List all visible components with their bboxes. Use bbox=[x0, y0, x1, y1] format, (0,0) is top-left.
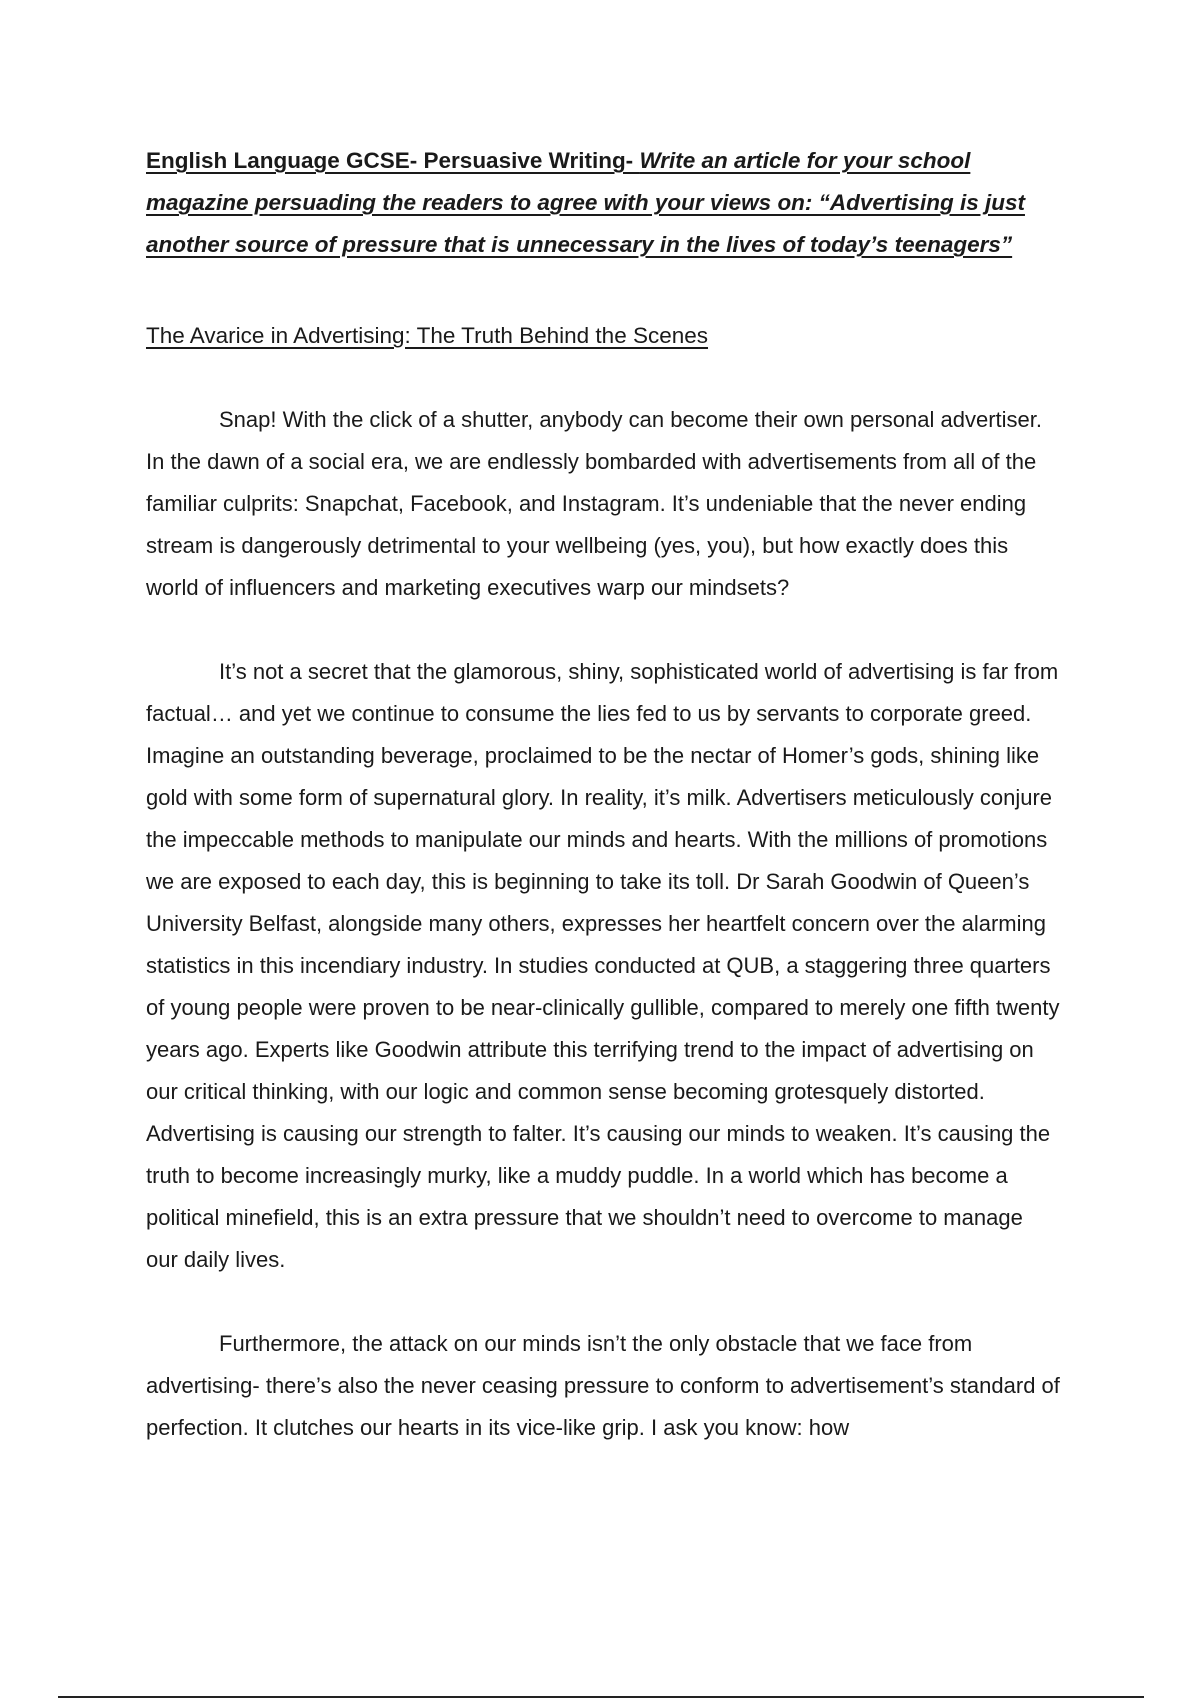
article-paragraph-1: Snap! With the click of a shutter, anybody can become their own personal advertiser. In the dawn of a social era, we are endlessly bombarded with advertisements from all of the familiar culprits: Snapchat, Facebook, and Instagram. It’s undeniable that the never ending stream is dangerously detrimental to your wellbeing (yes, you), but how exactly does this world of influencers and marketing executives warp our mindsets? bbox=[146, 407, 1043, 600]
assignment-lead: English Language GCSE- Persuasive Writing- bbox=[146, 148, 640, 173]
assignment-heading bbox=[146, 140, 1060, 266]
assignment-prompt: Write an article for your school magazine persuading the readers to agree with your views on: “Advertising is just another source of pressure that is unnecessary in the lives of today’s teenagers” bbox=[146, 148, 1025, 257]
page-bottom-rule bbox=[58, 1696, 1144, 1698]
article-title: The Avarice in Advertising: The Truth Behind the Scenes bbox=[146, 323, 709, 348]
document-page bbox=[146, 140, 1060, 1449]
article-paragraph-3: Furthermore, the attack on our minds isn’t the only obstacle that we face from advertising- there’s also the never ceasing pressure to conform to advertisement’s standard of perfection. It clutches our hearts in its vice-like grip. I ask you know: how bbox=[146, 1331, 1060, 1440]
article-paragraph-2: It’s not a secret that the glamorous, shiny, sophisticated world of advertising is far from factual… and yet we continue to consume the lies fed to us by servants to corporate greed. Imagine an outstanding beverage, proclaimed to be the nectar of Homer’s gods, shining like gold with some form of supernatural glory. In reality, it’s milk. Advertisers meticulously conjure the impeccable methods to manipulate our minds and hearts. With the millions of promotions we are exposed to each day, this is beginning to take its toll. Dr Sarah Goodwin of Queen’s University Belfast, alongside many others, expresses her heartfelt concern over the alarming statistics in this incendiary industry. In studies conducted at QUB, a staggering three quarters of young people were proven to be near-clinically gullible, compared to merely one fifth twenty years ago. Experts like Goodwin attribute this terrifying trend to the impact of advertising on our critical thinking, with our logic and common sense becoming grotesquely distorted. Advertising is causing our strength to falter. It’s causing our minds to weaken. It’s causing the truth to become increasingly murky, like a muddy puddle. In a world which has become a political minefield, this is an extra pressure that we shouldn’t need to overcome to manage our daily lives. bbox=[146, 659, 1060, 1272]
